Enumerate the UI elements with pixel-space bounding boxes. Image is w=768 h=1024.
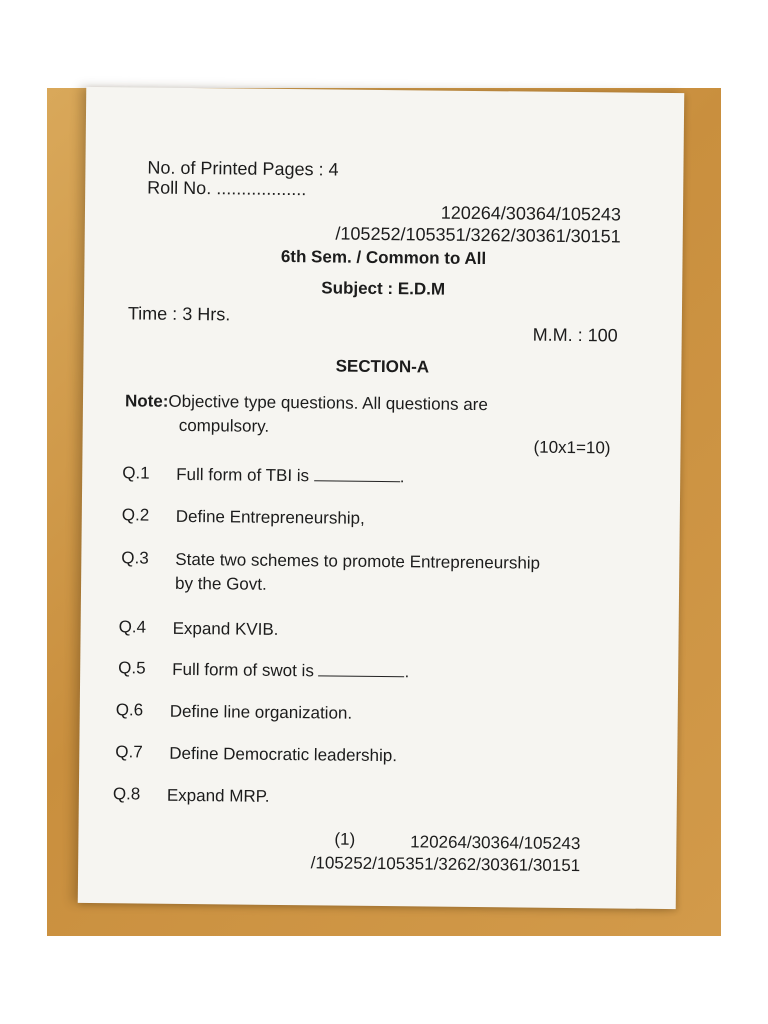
answer-blank xyxy=(314,466,400,482)
max-marks: M.M. : 100 xyxy=(532,324,618,346)
paper-code-line-1: 120264/30364/105243 xyxy=(440,202,622,225)
question-text: Define Entrepreneurship, xyxy=(175,506,365,528)
question-5-text: Full form of swot is xyxy=(172,659,314,681)
question-number: Q.3 xyxy=(121,548,149,568)
roll-no: Roll No. .................. xyxy=(147,177,307,200)
question-number: Q.2 xyxy=(121,505,150,525)
question-text-continued: by the Govt. xyxy=(174,573,267,594)
footer-page-number: (1) xyxy=(334,829,356,849)
question-text: Expand KVIB. xyxy=(172,618,279,639)
question-number: Q.5 xyxy=(118,658,146,678)
section-marks: (10x1=10) xyxy=(533,437,611,458)
question-text: State two schemes to promote Entrepreneurship xyxy=(175,549,541,573)
question-5-suffix: . xyxy=(404,662,410,682)
question-text xyxy=(172,658,409,683)
question-text xyxy=(176,463,405,488)
question-text: Define Democratic leadership. xyxy=(169,743,398,766)
question-1-text: Full form of TBI is xyxy=(176,464,310,486)
note-label: Note: xyxy=(124,391,169,411)
question-number: Q.4 xyxy=(118,617,147,637)
question-number: Q.7 xyxy=(115,742,143,762)
answer-blank xyxy=(319,661,405,677)
semester: 6th Sem. / Common to All xyxy=(280,246,487,269)
question-1-suffix: . xyxy=(399,467,405,487)
question-number: Q.1 xyxy=(122,463,150,483)
question-text: Define line organization. xyxy=(169,701,353,723)
note-text-2: compulsory. xyxy=(178,415,270,436)
paper-code-line-2: /105252/105351/3262/30361/30151 xyxy=(335,223,621,247)
note-text-1: Objective type questions. All questions are xyxy=(168,391,488,415)
note xyxy=(125,391,488,415)
question-paper xyxy=(78,87,685,909)
footer-code-line-2: /105252/105351/3262/30361/30151 xyxy=(310,853,581,876)
question-number: Q.8 xyxy=(112,784,141,804)
footer-code-line-1: 120264/30364/105243 xyxy=(410,832,581,854)
question-number: Q.6 xyxy=(115,700,144,720)
question-text: Expand MRP. xyxy=(166,785,270,806)
subject: Subject : E.D.M xyxy=(321,278,446,299)
printed-pages: No. of Printed Pages : 4 xyxy=(147,157,339,180)
section-title: SECTION-A xyxy=(335,356,430,377)
time: Time : 3 Hrs. xyxy=(127,303,231,325)
